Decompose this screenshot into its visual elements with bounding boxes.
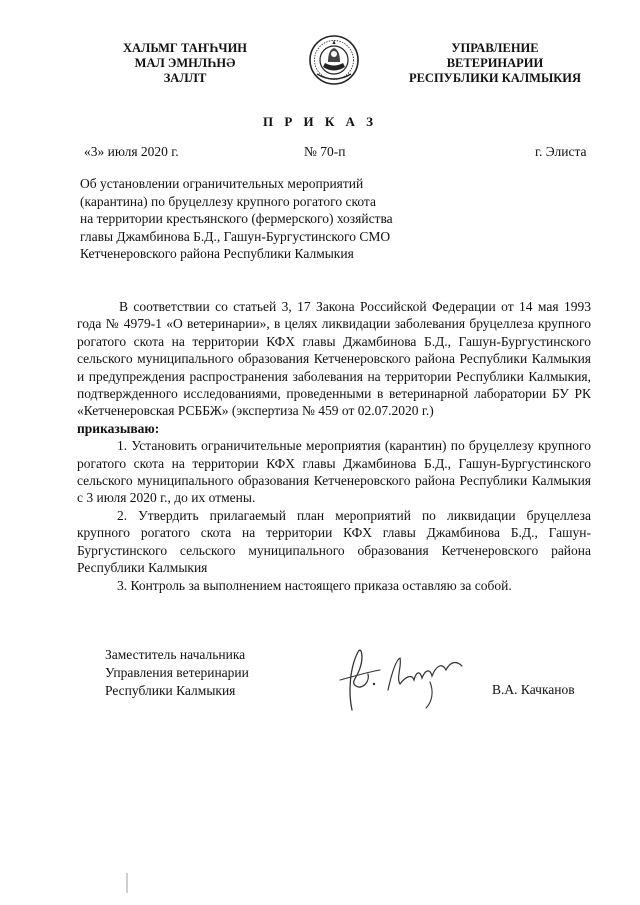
order-item-3: 3. Контроль за выполнением настоящего приказа оставляю за собой. bbox=[117, 577, 512, 593]
order-title: П Р И К А З bbox=[262, 114, 378, 129]
signer-title-line: Заместитель начальника bbox=[105, 647, 246, 662]
header-left-kalmyk bbox=[105, 41, 265, 86]
header-right-line: УПРАВЛЕНИЕ bbox=[451, 41, 539, 55]
signer-title bbox=[105, 646, 305, 700]
order-item-1: 1. Установить ограничительные мероприятия (карантин) по бруцеллезу крупного рогатого скота на территории КФХ главы Джамбинова Б.Д., Гашун-Бургустинского сельского муниципального образования Кетченеровского района Республики Калмыкия с 3 июля 2020 г., до их отмены. bbox=[77, 438, 591, 506]
preamble-paragraph: В соответствии со статьей 3, 17 Закона Российской Федерации от 14 мая 1993 года № 4979-1 «О ветеринарии», в целях ликвидации заболевания бруцеллеза крупного рогатого скота на территории КФХ главы Джамбинова Б.Д., Гашун-Бургустинского сельского муниципального образования Кетченеровского района Республики Калмыкия и предупреждения распространения заболевания на территории Республики Калмыкия, подтвержденного исследованиями, проведенными в ветеринарной лаборатории БУ РК «Кетченеровская РСББЖ» (экспертиза № 459 от 02.07.2020 г.) bbox=[77, 299, 591, 419]
order-subject bbox=[80, 175, 500, 263]
subject-line: главы Джамбинова Б.Д., Гашун-Бургустинского СМО bbox=[80, 228, 391, 244]
order-number: № 70-п bbox=[304, 144, 346, 159]
subject-line: (карантина) по бруцеллезу крупного рогатого скота bbox=[80, 193, 376, 209]
signer-title-line: Республики Калмыкия bbox=[105, 683, 236, 698]
subject-line: Кетченеровского района Республики Калмыкия bbox=[80, 246, 354, 261]
kalmykia-coat-of-arms-icon bbox=[308, 34, 360, 86]
subject-line: на территории крестьянского (фермерского) хозяйства bbox=[80, 211, 393, 226]
order-body bbox=[77, 298, 591, 594]
order-date: «3» июля 2020 г. bbox=[84, 144, 179, 159]
signer-name: В.А. Качканов bbox=[492, 682, 575, 697]
order-city: г. Элиста bbox=[535, 144, 587, 159]
header-left-line: МАЛ ЭМНЛҺНӘ bbox=[134, 56, 236, 70]
header-left-line: ХАЛЬМГ ТАҤҺЧИН bbox=[122, 41, 248, 55]
handwritten-signature bbox=[330, 632, 480, 724]
signer-title-line: Управления ветеринарии bbox=[105, 665, 249, 680]
header-right-line: РЕСПУБЛИКИ КАЛМЫКИЯ bbox=[408, 71, 582, 85]
header-right-line: ВЕТЕРИНАРИИ bbox=[446, 56, 544, 70]
order-item-2: 2. Утвердить прилагаемый план мероприятий по ликвидации бруцеллеза крупного рогатого скота на территории КФХ главы Джамбинова Б.Д., Гашун-Бургустинского сельского муниципального образования Кетченеровского района Республики Калмыкия bbox=[77, 507, 591, 576]
directive-word: приказываю: bbox=[77, 420, 160, 436]
header-right-russian bbox=[400, 41, 590, 86]
scan-mark bbox=[126, 873, 128, 893]
subject-line: Об установлении ограничительных мероприятий bbox=[80, 176, 364, 191]
header-left-line: ЗАЛЛТ bbox=[163, 71, 207, 85]
